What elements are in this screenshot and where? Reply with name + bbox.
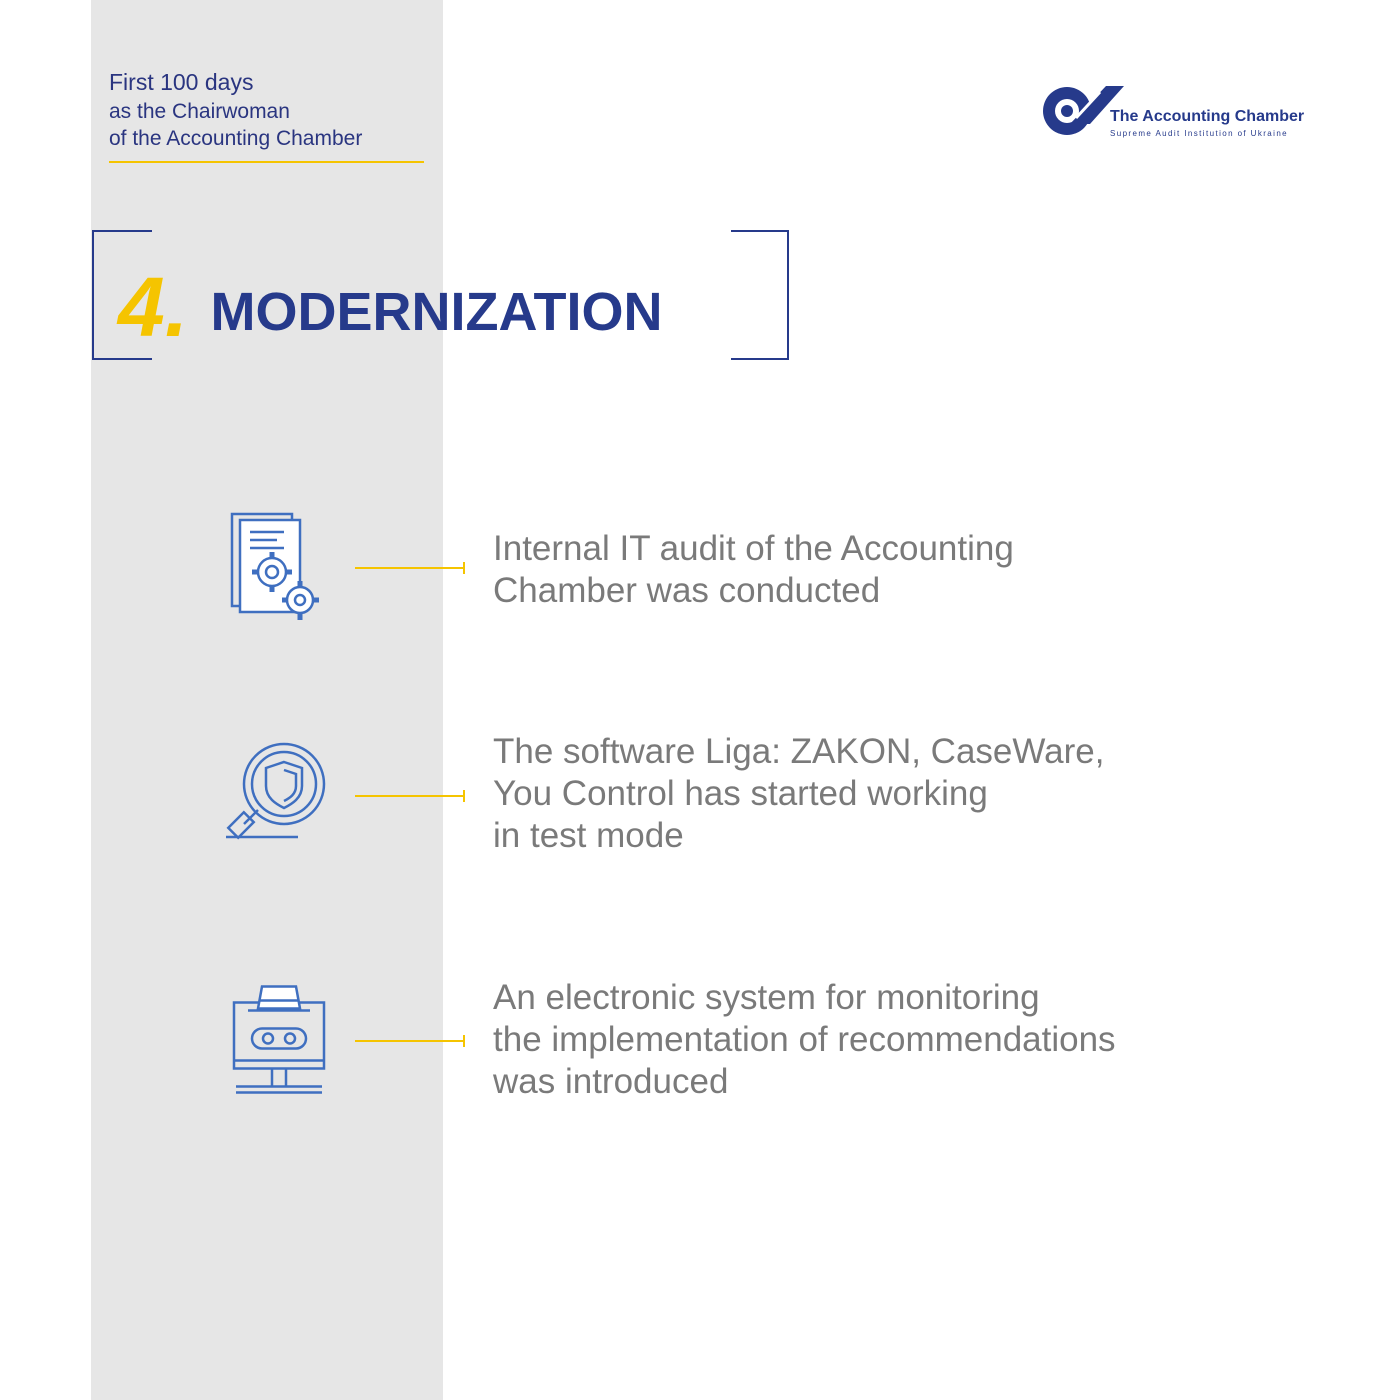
item-text (493, 528, 1353, 612)
connector-line (355, 567, 465, 569)
item-text-line: Chamber was conducted (493, 571, 881, 610)
monitor-spy-icon (222, 980, 332, 1100)
section-title (118, 252, 662, 387)
title-bracket-right (731, 230, 789, 360)
item-text-line: You Control has started working (493, 774, 988, 813)
item-text-line: An electronic system for monitoring (493, 978, 1040, 1017)
logo-title: The Accounting Chamber (1110, 108, 1305, 125)
item-text (493, 977, 1353, 1103)
logo-subtitle: Supreme Audit Institution of Ukraine (1110, 129, 1289, 138)
item-text (493, 731, 1353, 857)
header-subtitle-line1: as the Chairwoman (109, 100, 290, 123)
header-underline (109, 161, 424, 163)
item-text-line: The software Liga: ZAKON, CaseWare, (493, 732, 1105, 771)
header-block (109, 66, 425, 152)
item-text-line: in test mode (493, 816, 684, 855)
section-label: MODERNIZATION (210, 282, 663, 342)
magnifier-shield-icon (222, 735, 332, 855)
side-band (91, 0, 443, 1400)
documents-gears-icon (222, 510, 332, 630)
connector-line (355, 1040, 465, 1042)
header-title: First 100 days (109, 69, 254, 95)
item-text-line: Internal IT audit of the Accounting (493, 529, 1014, 568)
header-subtitle-line2: of the Accounting Chamber (109, 127, 363, 150)
connector-line (355, 795, 465, 797)
item-text-line: the implementation of recommendations (493, 1020, 1116, 1059)
item-text-line: was introduced (493, 1062, 729, 1101)
section-number: 4. (118, 260, 189, 354)
accounting-chamber-logo (1040, 84, 1320, 144)
